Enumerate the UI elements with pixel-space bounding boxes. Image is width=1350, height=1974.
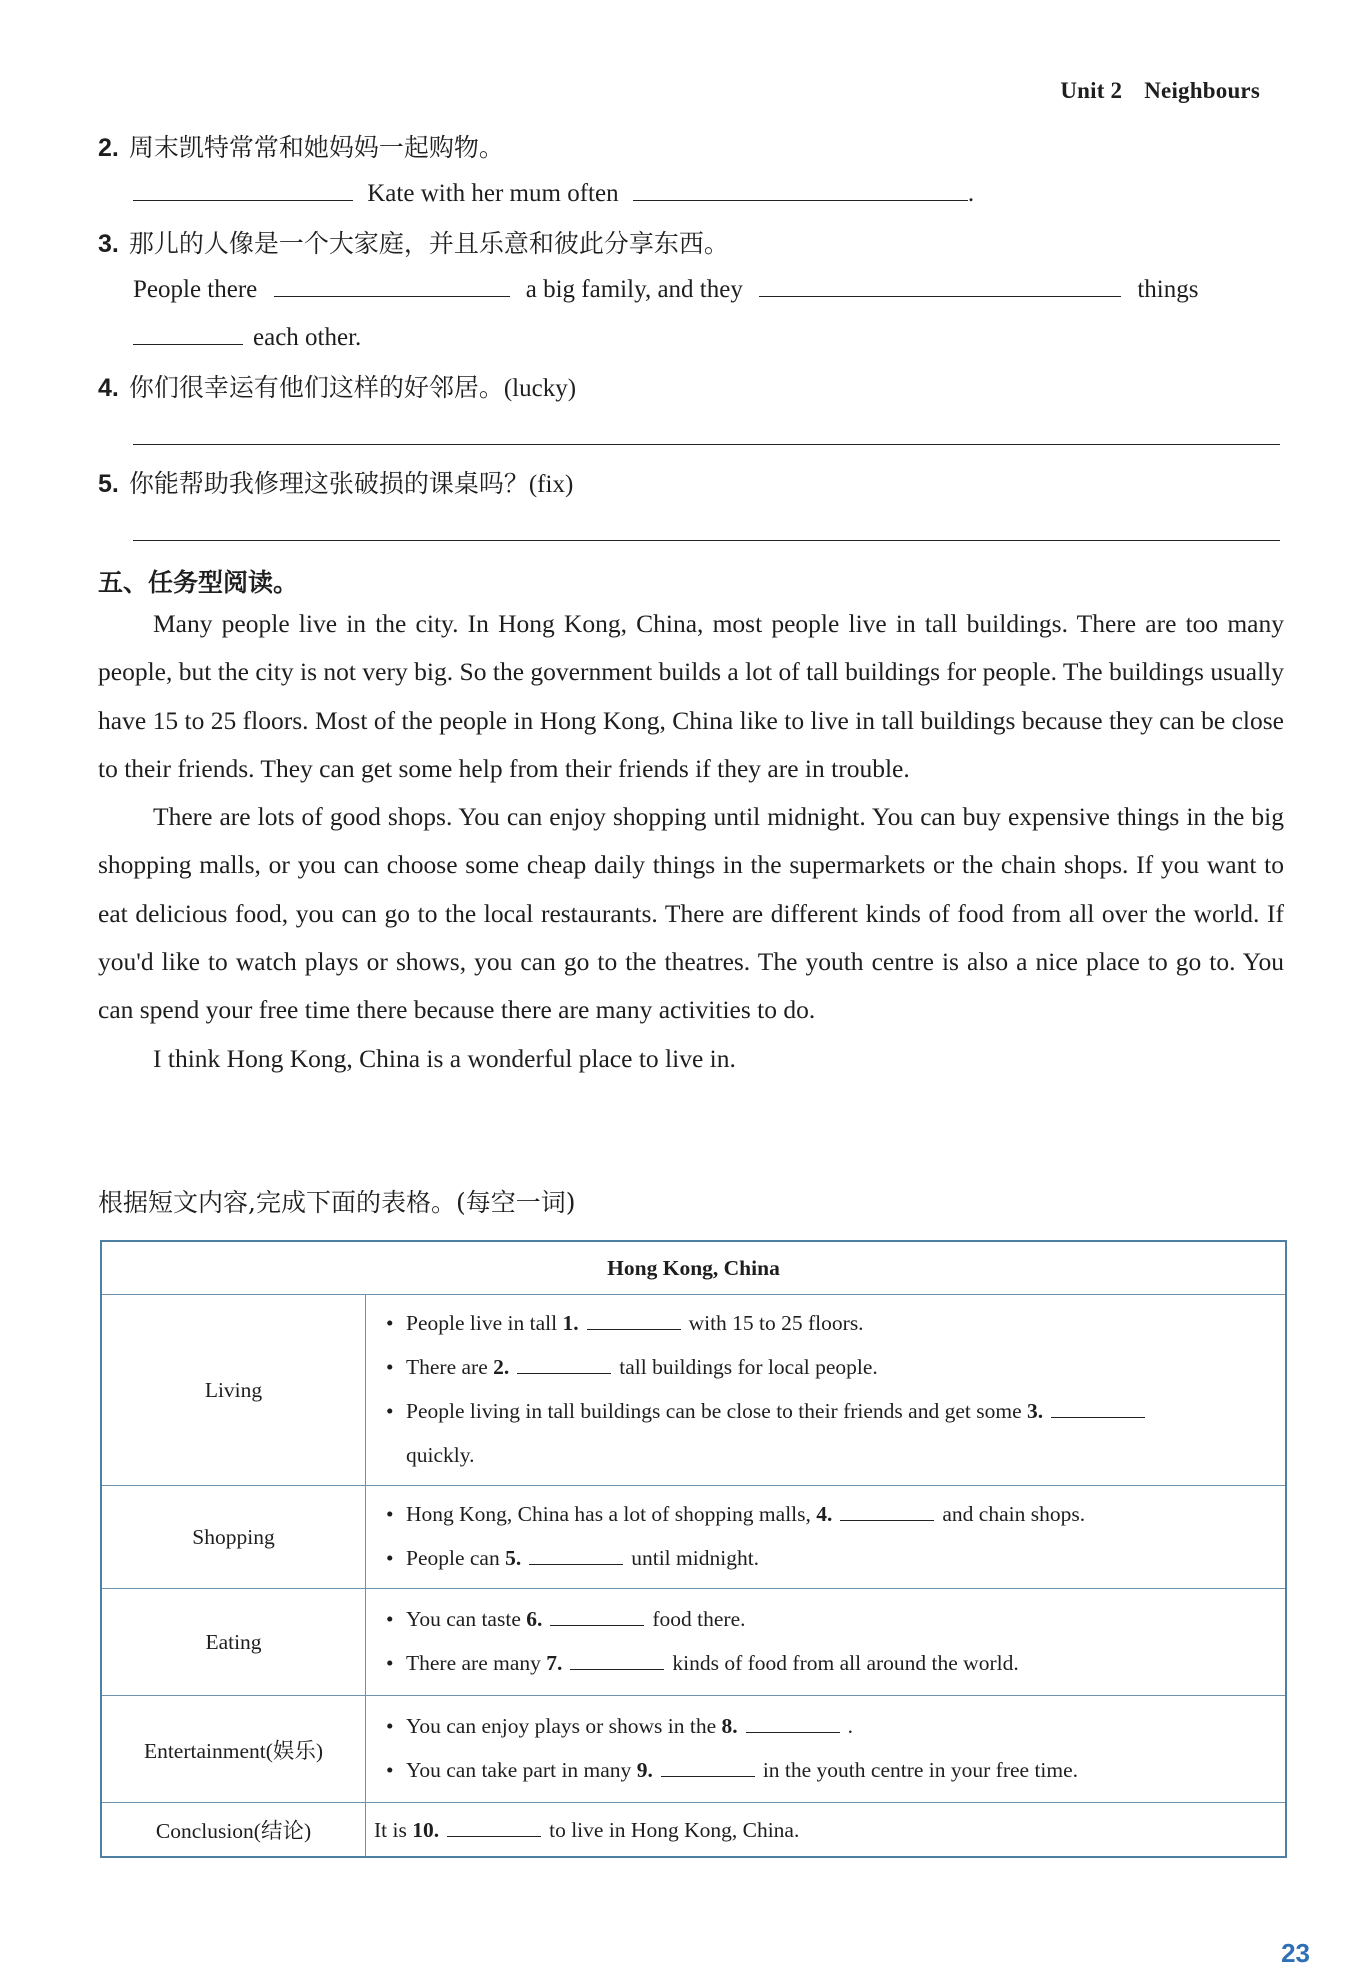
table-blank[interactable] bbox=[661, 1756, 755, 1777]
row-content: It is 10. to live in Hong Kong, China. bbox=[366, 1803, 1287, 1857]
passage-paragraph: Many people live in the city. In Hong Kong, China, most people live in tall buildings. There are too many people, but the city is not very big. So the government builds a lot of tall buildings for people. The buildings usually have 15 to 25 floors. Most of the people in Hong Kong, China like to live in tall buildings because they can be close to their friends. They can get some help from their friends if they are in trouble. bbox=[98, 609, 1284, 783]
bullet-item: • You can take part in many 9. in the youth centre in your free time. bbox=[376, 1748, 1277, 1792]
passage-paragraph: I think Hong Kong, China is a wonderful place to live in. bbox=[153, 1043, 736, 1073]
table-blank[interactable] bbox=[1051, 1397, 1145, 1418]
row-label-entertainment: Entertainment(娱乐) bbox=[101, 1696, 366, 1803]
row-content bbox=[366, 1589, 1287, 1696]
question-number: 3. bbox=[98, 230, 119, 258]
question-number: 5. bbox=[98, 470, 119, 498]
table-blank[interactable] bbox=[840, 1500, 934, 1521]
answer-text: a big family, and they bbox=[525, 276, 743, 303]
answer-blank[interactable] bbox=[133, 176, 353, 201]
bullet-item: • You can enjoy plays or shows in the 8. . bbox=[376, 1704, 1277, 1748]
passage-paragraph: There are lots of good shops. You can enjoy shopping until midnight. You can buy expensive things in the big shopping malls, or you can choose some cheap daily things in the supermarkets or the chain shops. If you want to eat delicious food, you can go to the local restaurants. There are different kinds of food from all over the world. If you'd like to watch plays or shows, you can go to the theatres. The youth centre is also a nice place to go to. You can spend your free time there because there are many activities to do. bbox=[98, 802, 1284, 1025]
answer-end: . bbox=[967, 180, 975, 207]
unit-title: Neighbours bbox=[1144, 78, 1260, 103]
answer-text: People there bbox=[133, 276, 258, 303]
task-table bbox=[100, 1240, 1287, 1858]
answer-blank[interactable] bbox=[633, 176, 968, 201]
question-4-answer-blank[interactable] bbox=[133, 444, 1280, 445]
table-row bbox=[101, 1486, 1286, 1589]
row-label-living: Living bbox=[101, 1295, 366, 1486]
answer-text: Kate with her mum often bbox=[367, 180, 619, 207]
bullet-item: • Hong Kong, China has a lot of shopping malls, 4. and chain shops. bbox=[376, 1492, 1277, 1536]
bullet-item: • There are many 7. kinds of food from all around the world. bbox=[376, 1641, 1277, 1685]
row-content bbox=[366, 1696, 1287, 1803]
question-number: 4. bbox=[98, 374, 119, 402]
row-label-shopping: Shopping bbox=[101, 1486, 366, 1589]
question-5-answer-blank[interactable] bbox=[133, 540, 1280, 541]
question-chinese: 你能帮助我修理这张破损的课桌吗？(fix) bbox=[128, 471, 574, 498]
blank-number: 6. bbox=[526, 1607, 543, 1631]
question-2-answer-line bbox=[133, 176, 974, 208]
page-header bbox=[1038, 78, 1260, 104]
table-row bbox=[101, 1589, 1286, 1696]
row-label-eating: Eating bbox=[101, 1589, 366, 1696]
question-3-answer-line bbox=[133, 272, 1198, 304]
reading-passage bbox=[98, 600, 1284, 1083]
answer-blank[interactable] bbox=[133, 320, 243, 345]
page-number: 23 bbox=[1281, 1938, 1310, 1968]
table-row bbox=[101, 1696, 1286, 1803]
bullet-item: • People can 5. until midnight. bbox=[376, 1536, 1277, 1580]
table-blank[interactable] bbox=[587, 1309, 681, 1330]
blank-number: 2. bbox=[493, 1355, 510, 1379]
answer-blank[interactable] bbox=[759, 272, 1121, 297]
blank-number: 7. bbox=[546, 1651, 563, 1675]
bullet-item: • People living in tall buildings can be close to their friends and get some 3. quickly. bbox=[376, 1389, 1277, 1477]
question-2 bbox=[98, 128, 504, 164]
table-instruction: 根据短文内容,完成下面的表格。(每空一词) bbox=[98, 1188, 576, 1217]
question-chinese: 周末凯特常常和她妈妈一起购物。 bbox=[128, 135, 504, 162]
section-title: 五、任务型阅读。 bbox=[98, 568, 299, 597]
table-blank[interactable] bbox=[570, 1649, 664, 1670]
table-heading: Hong Kong, China bbox=[101, 1241, 1286, 1295]
table-blank[interactable] bbox=[550, 1605, 644, 1626]
blank-number: 9. bbox=[636, 1758, 653, 1782]
table-blank[interactable] bbox=[746, 1712, 840, 1733]
blank-number: 1. bbox=[562, 1311, 579, 1335]
bullet-item: • There are 2. tall buildings for local people. bbox=[376, 1345, 1277, 1389]
blank-number: 10. bbox=[412, 1817, 440, 1842]
unit-label: Unit 2 bbox=[1060, 78, 1123, 103]
table-blank[interactable] bbox=[529, 1544, 623, 1565]
row-label-conclusion: Conclusion(结论) bbox=[101, 1803, 366, 1857]
answer-blank[interactable] bbox=[274, 272, 510, 297]
answer-text: things bbox=[1137, 276, 1199, 303]
question-3-answer-line-2 bbox=[133, 320, 361, 352]
table-row bbox=[101, 1295, 1286, 1486]
bullet-item: • You can taste 6. food there. bbox=[376, 1597, 1277, 1641]
question-5 bbox=[98, 464, 573, 500]
row-content bbox=[366, 1486, 1287, 1589]
question-number: 2. bbox=[98, 134, 119, 162]
question-chinese: 那儿的人像是一个大家庭，并且乐意和彼此分享东西。 bbox=[128, 231, 729, 258]
table-row bbox=[101, 1803, 1286, 1857]
question-chinese: 你们很幸运有他们这样的好邻居。(lucky) bbox=[128, 375, 577, 402]
table-blank[interactable] bbox=[517, 1353, 611, 1374]
table-blank[interactable] bbox=[447, 1816, 541, 1837]
blank-number: 4. bbox=[816, 1502, 833, 1526]
row-content bbox=[366, 1295, 1287, 1486]
bullet-item: • People live in tall 1. with 15 to 25 floors. bbox=[376, 1301, 1277, 1345]
blank-number: 5. bbox=[505, 1546, 522, 1570]
question-3 bbox=[98, 224, 729, 260]
blank-number: 8. bbox=[721, 1714, 738, 1738]
question-4 bbox=[98, 368, 576, 404]
answer-text: each other. bbox=[253, 324, 362, 351]
blank-number: 3. bbox=[1026, 1399, 1044, 1423]
